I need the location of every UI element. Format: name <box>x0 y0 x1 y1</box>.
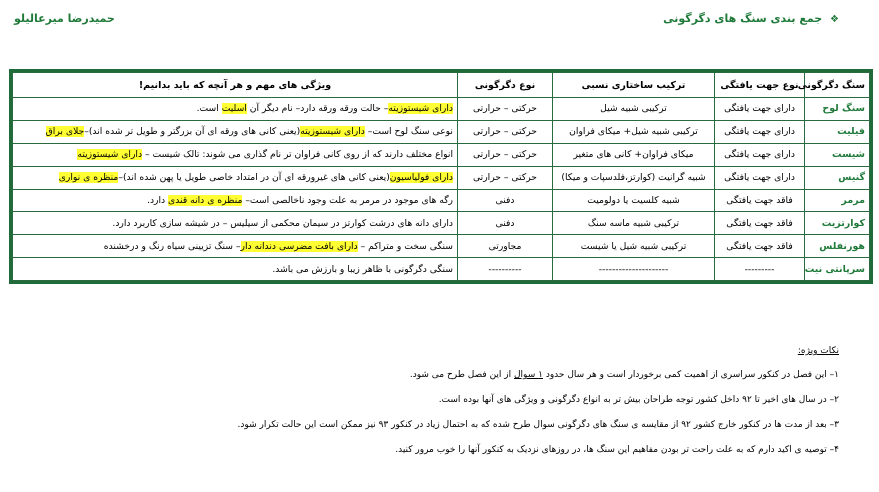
author-name: حمیدرضا میرعالیلو <box>14 12 115 25</box>
composition-cell: شبیه کلسیت یا دولومیت <box>553 189 715 212</box>
col-orientation: نوع جهت یافتگی <box>715 73 805 98</box>
col-type: نوع دگرگونی <box>458 73 553 98</box>
type-cell: دفنی <box>458 189 553 212</box>
notes-title: نکات ویژه: <box>797 346 839 356</box>
features-cell: سنگی دگرگونی با ظاهر زیبا و بارزش می باشد. <box>13 258 458 281</box>
table-header <box>13 73 870 98</box>
features-cell: انواع مختلف دارند که از روی کانی فراوان تر نام گذاری می شوند: تالک شیست – دارای شیستوزیته <box>13 143 458 166</box>
type-cell: حرکتی – حرارتی <box>458 143 553 166</box>
features-cell: دارای فولیاسیون(یعنی کانی های غیرورقه ای آن در امتداد خاصی طویل یا پهن شده اند)–منظره ی نواری <box>13 166 458 189</box>
orientation-cell: دارای جهت یافتگی <box>715 120 805 143</box>
note-item: ۴– توصیه ی اکید دارم که به علت راحت تر بودن مفاهیم این سنگ ها، در روزهای نزدیک به کنکور آنها را خوب مرور کنید. <box>395 445 839 455</box>
composition-cell: --------------------- <box>553 258 715 281</box>
note-item: ١– این فصل در کنکور سراسری از اهمیت کمی برخوردار است و هر سال حدود ١ سوال از این فصل طرح می شود. <box>409 370 839 380</box>
table-row <box>13 258 870 281</box>
composition-cell: میکای فراوان+ کانی های متغیر <box>553 143 715 166</box>
orientation-cell: فاقد جهت یافتگی <box>715 189 805 212</box>
note-item: ٣– بعد از مدت ها در کنکور خارج کشور ٩٢ از مقایسه ی سنگ های دگرگونی سوال طرح شده که به احتمال زیاد در کنکور ٩٣ نیز ممکن است این حالت تکرار شود. <box>237 420 839 430</box>
col-rock: سنگ دگرگونی <box>805 73 870 98</box>
features-cell: دارای شیستوزیته– حالت ورقه ورقه دارد– نام دیگر آن اسلیت است. <box>13 98 458 121</box>
rock-name: فیلیت <box>805 120 870 143</box>
page-title: ❖ جمع بندی سنگ های دگرگونی <box>663 12 839 25</box>
composition-cell: شبیه گرانیت (کوارتز،فلدسپات و میکا) <box>553 166 715 189</box>
composition-cell: ترکیبی شبیه شیل یا شیست <box>553 235 715 258</box>
features-cell: دارای دانه های درشت کوارتز در سیمان محکمی از سیلیس – در شیشه سازی کاربرد دارد. <box>13 212 458 235</box>
special-notes <box>19 346 839 470</box>
note-item: ٢– در سال های اخیر تا ٩٢ داخل کشور توجه طراحان بیش تر به انواع دگرگونی و ویژگی های آنها بوده است. <box>438 395 839 405</box>
table-row <box>13 212 870 235</box>
orientation-cell: دارای جهت یافتگی <box>715 166 805 189</box>
rocks-table <box>9 69 873 284</box>
table-row <box>13 189 870 212</box>
type-cell: حرکتی – حرارتی <box>458 166 553 189</box>
features-cell: سنگی سخت و متراکم – دارای بافت مضرسی دندانه دار– سنگ تزیینی سیاه رنگ و درخشنده <box>13 235 458 258</box>
features-cell: نوعی سنگ لوح است– دارای شیستوزیته(یعنی کانی های ورقه ای آن بزرگتر و طویل تر شده اند)–جلای براق <box>13 120 458 143</box>
type-cell: حرکتی – حرارتی <box>458 98 553 121</box>
rock-name: سنگ لوح <box>805 98 870 121</box>
type-cell: ---------- <box>458 258 553 281</box>
diamond-bullet-icon: ❖ <box>830 14 839 25</box>
orientation-cell: فاقد جهت یافتگی <box>715 212 805 235</box>
table-row <box>13 235 870 258</box>
rock-name: سرپانتی نیت <box>805 258 870 281</box>
composition-cell: ترکیبی شبیه شیل+ میکای فراوان <box>553 120 715 143</box>
orientation-cell: --------- <box>715 258 805 281</box>
rock-name: هورنفلس <box>805 235 870 258</box>
rock-name: شیست <box>805 143 870 166</box>
orientation-cell: دارای جهت یافتگی <box>715 143 805 166</box>
table-row <box>13 143 870 166</box>
orientation-cell: فاقد جهت یافتگی <box>715 235 805 258</box>
orientation-cell: دارای جهت یافتگی <box>715 98 805 121</box>
type-cell: مجاورتی <box>458 235 553 258</box>
table-row <box>13 166 870 189</box>
rock-name: کوارتزیت <box>805 212 870 235</box>
table-row <box>13 98 870 121</box>
table-row <box>13 120 870 143</box>
rock-name: گنیس <box>805 166 870 189</box>
features-cell: رگه های موجود در مرمر به علت وجود ناخالصی است– منظره ی دانه قندی دارد. <box>13 189 458 212</box>
type-cell: دفنی <box>458 212 553 235</box>
rock-name: مرمر <box>805 189 870 212</box>
type-cell: حرکتی – حرارتی <box>458 120 553 143</box>
col-composition: ترکیب ساختاری نسبی <box>553 73 715 98</box>
composition-cell: ترکیبی شبیه ماسه سنگ <box>553 212 715 235</box>
composition-cell: ترکیبی شبیه شیل <box>553 98 715 121</box>
col-features: ویژگی های مهم و هر آنچه که باید بدانیم! <box>13 73 458 98</box>
